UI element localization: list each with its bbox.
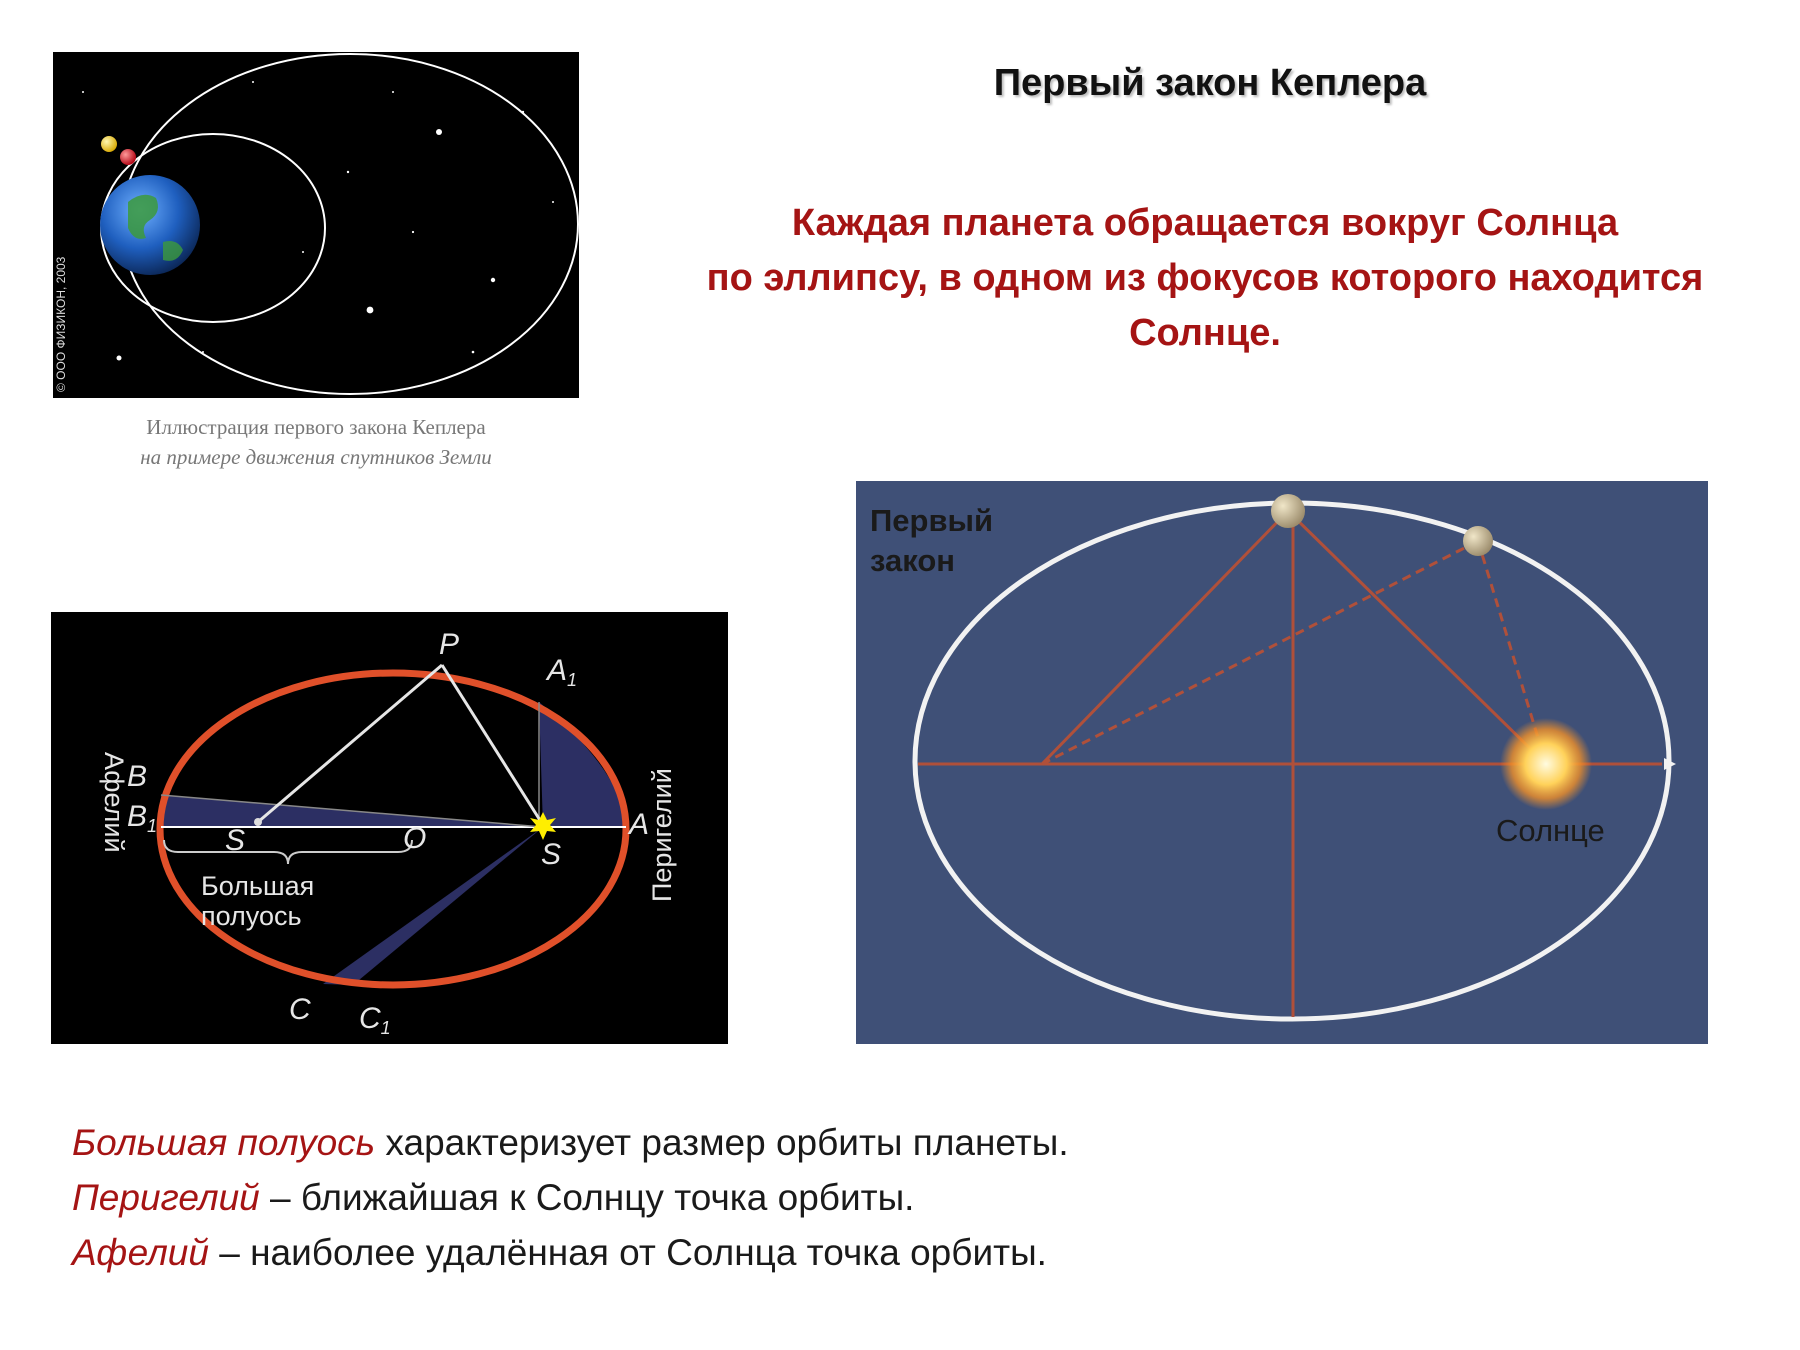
- label-b: B: [127, 760, 148, 793]
- definitions-list: [72, 1115, 1672, 1280]
- planet-icon: [1463, 526, 1493, 556]
- definition-semi-major-axis: [72, 1115, 1672, 1170]
- earth-satellite-illustration: [53, 52, 579, 398]
- yellow-satellite-icon: [101, 136, 117, 152]
- label-b1: $B_1$: [127, 800, 158, 836]
- semi-major-label-line-2: полуось: [201, 901, 302, 931]
- sun-icon: [1500, 718, 1592, 810]
- label-p: P: [439, 628, 460, 661]
- diagram-heading-line-2: закон: [870, 543, 956, 578]
- sun-label: Солнце: [1496, 813, 1605, 848]
- slide-title: Первый закон Кеплера: [993, 62, 1427, 104]
- ellipse-sun-focus-diagram: [856, 481, 1708, 1044]
- law-line-3: Солнце.: [1129, 312, 1281, 354]
- orbit-geometry-diagram: [51, 612, 728, 1044]
- law-line-1: Каждая планета обращается вокруг Солнца: [791, 202, 1619, 244]
- definition-perihelion: [72, 1170, 1672, 1225]
- kepler-law-statement: [660, 196, 1750, 361]
- definition-text: – ближайшая к Солнцу точка орбиты.: [259, 1177, 915, 1218]
- ellipse-sun-svg: [856, 481, 1708, 1044]
- planet-icon: [1271, 494, 1305, 528]
- definition-term: Афелий: [72, 1232, 209, 1273]
- empty-focus-point: [254, 818, 262, 826]
- figure-caption: [53, 412, 579, 472]
- caption-line-2: на примере движения спутников Земли: [140, 445, 492, 469]
- definition-term: Большая полуось: [72, 1122, 376, 1163]
- semi-major-label-line-1: Большая: [201, 871, 315, 901]
- red-satellite-icon: [120, 149, 136, 165]
- definition-text: – наиболее удалённая от Солнца точка орбиты.: [208, 1232, 1047, 1273]
- definition-aphelion: [72, 1225, 1672, 1280]
- copyright-notice: © ООО ФИЗИКОН, 2003: [54, 256, 68, 392]
- orbit-geometry-svg: [51, 612, 728, 1044]
- label-o: O: [403, 822, 427, 855]
- diagram-heading-line-1: Первый: [870, 503, 994, 538]
- label-c1: $C_1$: [359, 1002, 391, 1038]
- law-line-2: по эллипсу, в одном из фокусов которого находится: [706, 257, 1704, 299]
- label-a1: $A_1$: [547, 654, 578, 690]
- label-c: C: [289, 993, 311, 1026]
- earth-icon: [100, 175, 200, 275]
- label-s-right: S: [541, 838, 562, 871]
- perihelion-label: Перигелий: [647, 768, 677, 902]
- definition-term: Перигелий: [72, 1177, 260, 1218]
- aphelion-label: Афелий: [99, 752, 129, 853]
- caption-line-1: Иллюстрация первого закона Кеплера: [146, 415, 486, 439]
- definition-text: характеризует размер орбиты планеты.: [375, 1122, 1069, 1163]
- label-a: A: [629, 808, 650, 841]
- earth-satellite-svg: [53, 52, 579, 398]
- label-s-left: S: [225, 824, 246, 857]
